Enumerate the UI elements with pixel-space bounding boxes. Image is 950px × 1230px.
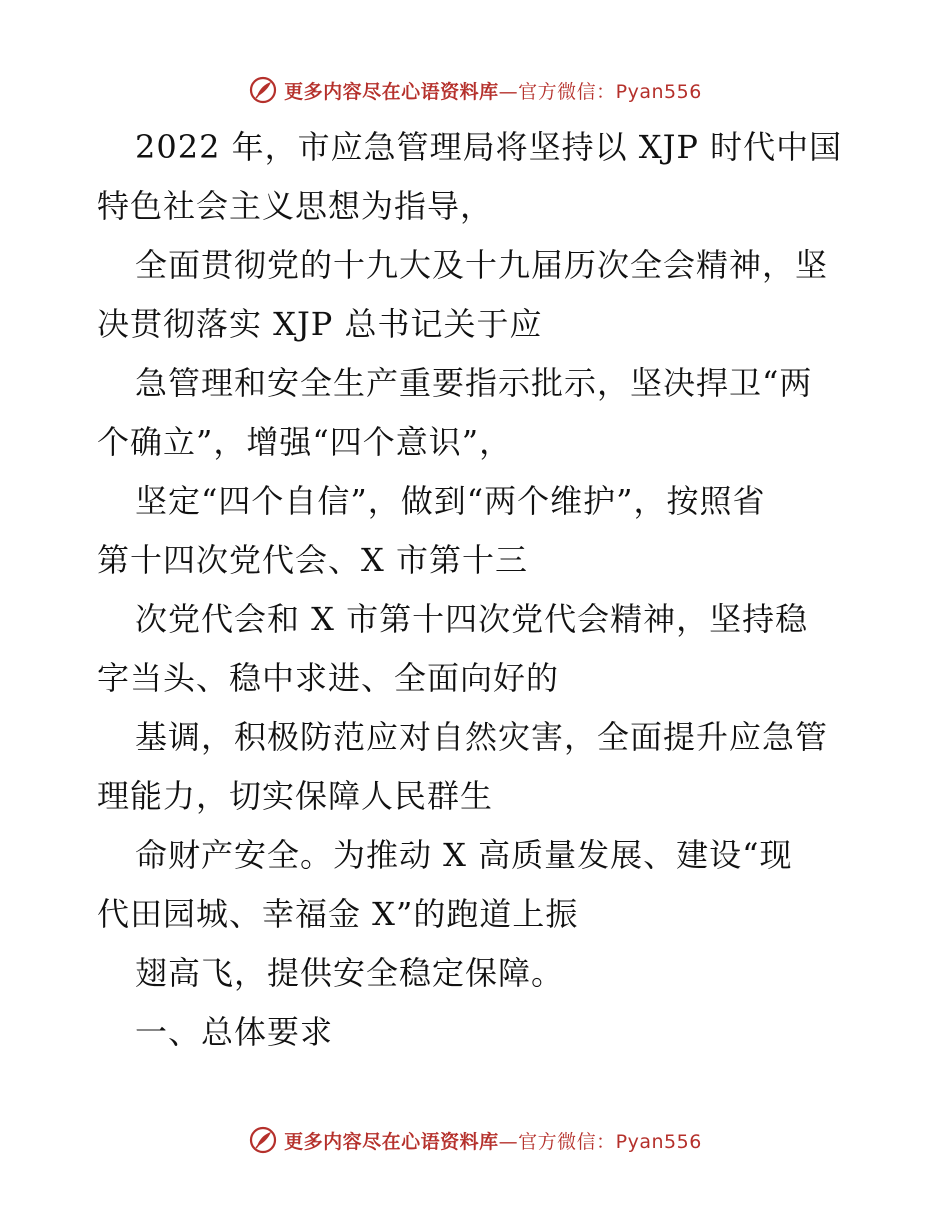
- footer-watermark-tail: —官方微信：Pyan556: [498, 1130, 702, 1153]
- text-line: 坚定“四个自信”，做到“两个维护”，按照省: [135, 482, 766, 520]
- text-line: 全面贯彻党的十九大及十九届历次全会精神，坚: [135, 246, 829, 284]
- text-line: 理能力，切实保障人民群生: [97, 777, 494, 815]
- text-line: 字当头、稳中求进、全面向好的: [97, 659, 560, 697]
- section-heading: 一、总体要求: [135, 1013, 334, 1051]
- text-line: 基调，积极防范应对自然灾害，全面提升应急管: [135, 718, 829, 756]
- header-watermark-text: [284, 77, 702, 104]
- header-watermark-tail: —官方微信：Pyan556: [498, 80, 702, 103]
- text-line: 个确立”，增强“四个意识”，: [97, 423, 513, 461]
- header-watermark-lead: 更多内容尽在心语资料库: [284, 80, 499, 103]
- text-line: 急管理和安全生产重要指示批示，坚决捍卫“两: [135, 364, 813, 402]
- footer-watermark-text: [284, 1127, 702, 1154]
- feather-pen-logo-icon: [248, 1125, 278, 1155]
- text-line: 特色社会主义思想为指导，: [97, 187, 494, 225]
- footer-watermark-lead: 更多内容尽在心语资料库: [284, 1130, 499, 1153]
- feather-pen-logo-icon: [248, 75, 278, 105]
- text-line: 次党代会和 X 市第十四次党代会精神，坚持稳: [135, 600, 809, 638]
- text-line: 决贯彻落实 XJP 总书记关于应: [97, 305, 543, 343]
- text-line: 翅高飞，提供安全稳定保障。: [135, 954, 565, 992]
- text-line: 2022 年，市应急管理局将坚持以 XJP 时代中国: [135, 128, 843, 166]
- footer-watermark: [0, 1122, 950, 1158]
- text-line: 第十四次党代会、X 市第十三: [97, 541, 528, 579]
- document-body: [97, 118, 857, 1062]
- header-watermark: [0, 72, 950, 108]
- text-line: 代田园城、幸福金 X”的跑道上振: [97, 895, 579, 933]
- text-line: 命财产安全。为推动 X 高质量发展、建设“现: [135, 836, 793, 874]
